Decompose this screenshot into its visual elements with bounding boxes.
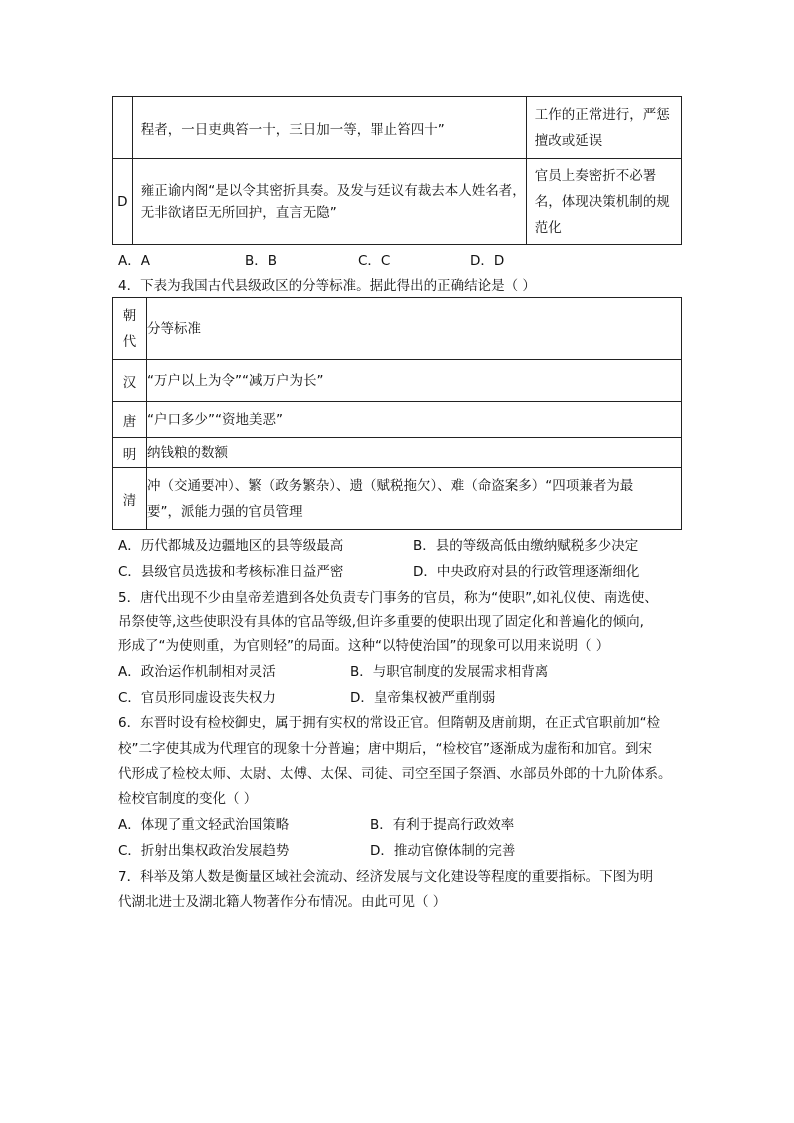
table-row (113, 438, 682, 468)
row-note-c-line: 擅改或延误 (534, 132, 603, 149)
dynasty-cell: 唐 (113, 402, 147, 438)
table-row (113, 402, 682, 438)
row-content-c-text: 程者，一日吏典笞一十，三日加一等，罪止笞四十” (140, 121, 445, 138)
answer-table (112, 96, 682, 245)
q6-stem-line: 检校官制度的变化（ ） (118, 791, 258, 807)
q7-stem-line: 代湖北进士及湖北籍人物著作分布情况。由此可见（ ） (118, 894, 447, 910)
row-note-c-line: 工作的正常进行，严惩 (534, 106, 670, 123)
header-dynasty-char: 代 (122, 333, 137, 350)
q3-option-c[interactable]: C．C (358, 253, 391, 269)
table-header-row (113, 298, 682, 360)
q6-stem-line: 代形成了检校太师、太尉、太傅、太保、司徒、司空至国子祭酒、水部员外郎的十九阶体系。 (118, 766, 672, 782)
header-standard: 分等标准 (147, 298, 682, 360)
header-dynasty (113, 298, 147, 360)
row-content-c (132, 97, 526, 159)
q5-option-c[interactable]: C．官员形同虚设丧失权力 (118, 690, 276, 706)
q6-stem-line: 6．东晋时设有检校御史，属于拥有实权的常设正官。但隋朝及唐前期，在正式官职前加“检 (118, 715, 661, 731)
table-row-d (113, 159, 682, 245)
row-content-d (132, 159, 526, 245)
table-row (113, 468, 682, 530)
row-content-d-line: 雍正谕内阁“是以令其密折具奏。及发与廷议有裁去本人姓名者， (140, 182, 526, 199)
standard-line: 要”，派能力强的官员管理 (147, 503, 303, 520)
row-letter-c (113, 97, 133, 159)
q4-option-a[interactable]: A．历代都城及边疆地区的县等级最高 (118, 538, 344, 554)
row-note-c (526, 97, 681, 159)
q5-stem-line: 形成了“为使则重，为官则轻”的局面。这种“以特使治国”的现象可以用来说明（ ） (118, 638, 610, 654)
q6-stem-line: 校”二字使其成为代理官的现象十分普遍；唐中期后，“检校官”逐渐成为虚衔和加官。到宋 (118, 741, 652, 757)
q5-stem-line: 5．唐代出现不少由皇帝差遣到各处负责专门事务的官员，称为“使职”,如礼仪使、南选使、 (118, 590, 658, 606)
q5-stem-line: 吊祭使等,这些使职没有具体的官品等级,但许多重要的使职出现了固定化和普遍化的倾向, (118, 614, 644, 630)
q4-option-c[interactable]: C．县级官员选拔和考核标准日益严密 (118, 564, 344, 580)
q5-option-b[interactable]: B．与职官制度的发展需求相背离 (350, 664, 549, 680)
q3-option-a[interactable]: A．A (118, 253, 150, 269)
table-row-c (113, 97, 682, 159)
q6-option-d[interactable]: D．推动官僚体制的完善 (370, 843, 516, 859)
q6-option-a[interactable]: A．体现了重文轻武治国策略 (118, 817, 290, 833)
standard-cell: “户口多少”“资地美恶” (147, 402, 682, 438)
county-grade-table (112, 297, 682, 530)
q4-stem: 4．下表为我国古代县级政区的分等标准。据此得出的正确结论是（ ） (118, 278, 536, 294)
q4-option-d[interactable]: D．中央政府对县的行政管理逐渐细化 (413, 564, 640, 580)
standard-line: 冲（交通要冲）、繁（政务繁杂）、遗（赋税拖欠）、难（命盗案多）“四项兼者为最 (147, 477, 634, 494)
row-note-d-line: 名，体现决策机制的规 (534, 193, 670, 210)
row-note-d-line: 官员上奏密折不必署 (534, 167, 657, 184)
row-content-d-line: 无非欲诸臣无所回护，直言无隐” (140, 204, 337, 221)
q6-option-b[interactable]: B．有利于提高行政效率 (370, 817, 515, 833)
q7-stem-line: 7．科举及第人数是衡量区域社会流动、经济发展与文化建设等程度的重要指标。下图为明 (118, 869, 654, 885)
row-letter-d: D (113, 159, 133, 245)
q4-option-b[interactable]: B．县的等级高低由缴纳赋税多少决定 (413, 538, 639, 554)
q6-option-c[interactable]: C．折射出集权政治发展趋势 (118, 843, 290, 859)
dynasty-cell: 清 (113, 468, 147, 530)
q3-option-d[interactable]: D．D (470, 253, 505, 269)
q5-option-d[interactable]: D．皇帝集权被严重削弱 (350, 690, 496, 706)
q5-option-a[interactable]: A．政治运作机制相对灵活 (118, 664, 276, 680)
dynasty-cell: 汉 (113, 360, 147, 402)
header-dynasty-char: 朝 (122, 307, 137, 324)
dynasty-cell: 明 (113, 438, 147, 468)
row-note-d (526, 159, 681, 245)
standard-cell: 纳钱粮的数额 (147, 438, 682, 468)
standard-cell: “万户以上为令”“减万户为长” (147, 360, 682, 402)
table-row (113, 360, 682, 402)
standard-cell (147, 468, 682, 530)
q3-option-b[interactable]: B．B (245, 253, 278, 269)
row-note-d-line: 范化 (534, 219, 562, 236)
